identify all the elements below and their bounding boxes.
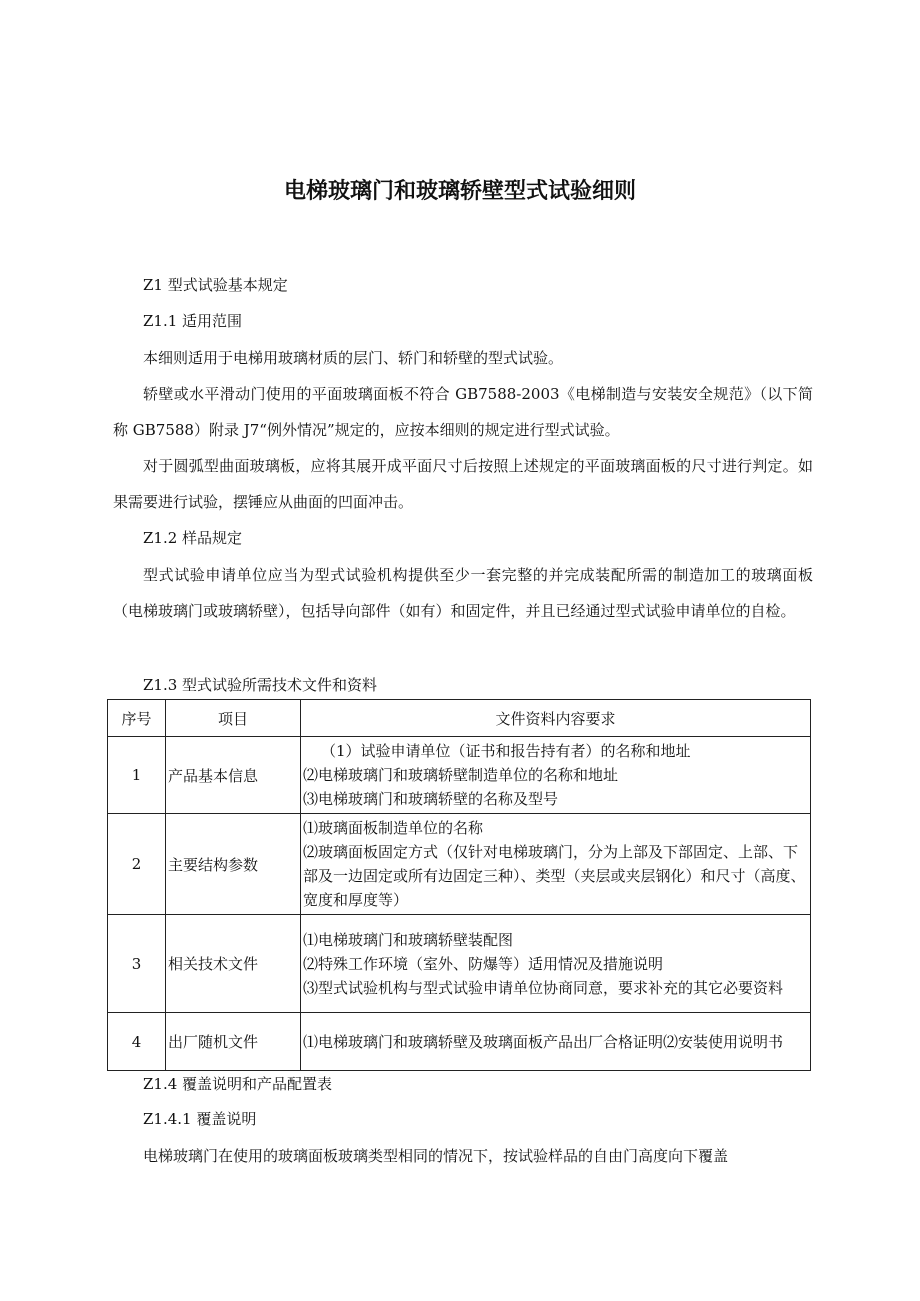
section-heading-z1-2: Z1.2 样品规定	[143, 529, 243, 547]
paragraph-scope: 本细则适用于电梯用玻璃材质的层门、轿门和轿壁的型式试验。	[143, 349, 564, 367]
requirement-line: ⑵特殊工作环境（室外、防爆等）适用情况及措施说明	[303, 954, 664, 973]
requirement-line: ⑴电梯玻璃门和玻璃轿壁及玻璃面板产品出厂合格证明⑵安装使用说明书	[303, 1032, 784, 1051]
row-requirements	[301, 814, 811, 915]
requirement-line: ⑵玻璃面板固定方式（仅针对电梯玻璃门，分为上部及下部固定、上部、下部及一边固定或所有边固定三种）、类型（夹层或夹层钢化）和尺寸（高度、宽度和厚度等）	[303, 843, 806, 909]
row-no: 4	[108, 1013, 166, 1071]
row-item: 产品基本信息	[166, 737, 301, 814]
requirement-line: ⑴电梯玻璃门和玻璃轿壁装配图	[303, 930, 514, 949]
row-item: 相关技术文件	[166, 915, 301, 1013]
section-heading-z1-4-1: Z1.4.1 覆盖说明	[143, 1110, 257, 1128]
section-heading-z1-3: Z1.3 型式试验所需技术文件和资料	[143, 676, 378, 694]
requirement-line: ⑶型式试验机构与型式试验申请单位协商同意，要求补充的其它必要资料	[303, 978, 784, 997]
table-row	[108, 915, 811, 1013]
row-item: 出厂随机文件	[166, 1013, 301, 1071]
row-requirements	[301, 915, 811, 1013]
technical-documents-table	[107, 699, 811, 1071]
document-title: 电梯玻璃门和玻璃轿壁型式试验细则	[283, 179, 636, 204]
requirement-line: ⑴玻璃面板制造单位的名称	[303, 819, 484, 837]
table-row	[108, 737, 811, 814]
requirement-line: （1）试验申请单位（证书和报告持有者）的名称和地址	[321, 742, 691, 760]
table-row	[108, 814, 811, 915]
table-row	[108, 1013, 811, 1071]
requirement-line: ⑵电梯玻璃门和玻璃轿壁制造单位的名称和地址	[303, 766, 619, 784]
header-no: 序号	[108, 700, 166, 737]
paragraph-gb7588: 轿壁或水平滑动门使用的平面玻璃面板不符合 GB7588-2003《电梯制造与安装安全规范》（以下简称 GB7588）附录 J7“例外情况”规定的，应按本细则的规定进行型式试验。	[113, 385, 813, 439]
header-requirements: 文件资料内容要求	[301, 700, 811, 737]
paragraph-samples: 型式试验申请单位应当为型式试验机构提供至少一套完整的并完成装配所需的制造加工的玻璃面板（电梯玻璃门或玻璃轿壁），包括导向部件（如有）和固定件，并且已经通过型式试验申请单位的自检。	[113, 566, 813, 620]
row-no: 1	[108, 737, 166, 814]
section-heading-z1-4: Z1.4 覆盖说明和产品配置表	[143, 1075, 333, 1093]
requirement-line: ⑶电梯玻璃门和玻璃轿壁的名称及型号	[303, 790, 559, 808]
row-requirements	[301, 737, 811, 814]
paragraph-curved-glass: 对于圆弧型曲面玻璃板，应将其展开成平面尺寸后按照上述规定的平面玻璃面板的尺寸进行判定。如果需要进行试验，摆锤应从曲面的凹面冲击。	[113, 457, 813, 511]
table-header-row	[108, 700, 811, 737]
section-heading-z1-1: Z1.1 适用范围	[143, 312, 243, 330]
paragraph-coverage: 电梯玻璃门在使用的玻璃面板玻璃类型相同的情况下，按试验样品的自由门高度向下覆盖	[143, 1147, 729, 1165]
row-requirements	[301, 1013, 811, 1071]
row-no: 3	[108, 915, 166, 1013]
row-item: 主要结构参数	[166, 814, 301, 915]
row-no: 2	[108, 814, 166, 915]
section-heading-z1: Z1 型式试验基本规定	[143, 276, 288, 294]
header-item: 项目	[166, 700, 301, 737]
